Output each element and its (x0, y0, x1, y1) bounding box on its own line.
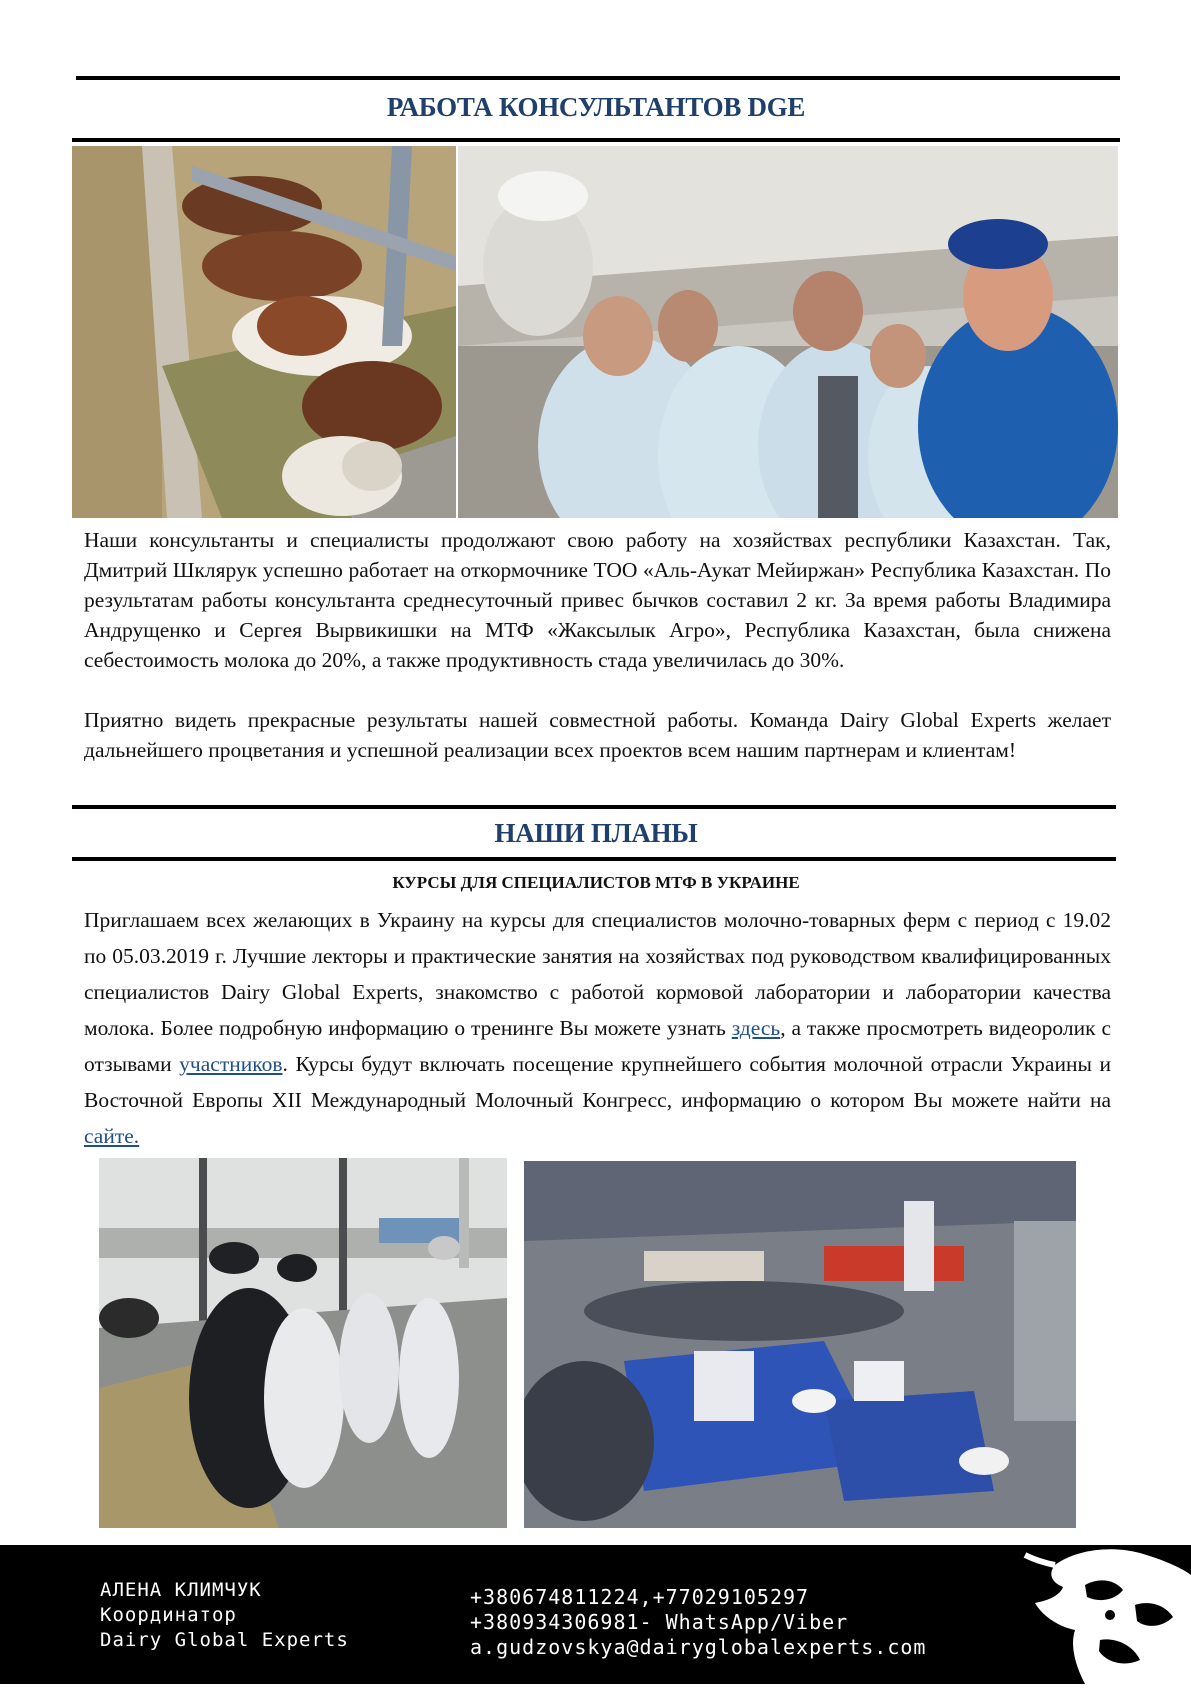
contact-company: Dairy Global Experts (100, 1629, 349, 1651)
consultants-paragraph: Наши консультанты и специалисты продолжают свою работу на хозяйствах республики Казахстан. Так, Дмитрий Шклярук успешно работает на откормочнике ТОО «Аль-Аукат Мейиржан» Республика Казахстан. По результатам работы консультанта среднесуточный привес бычков составил 2 кг. За время работы Владимира Андрущенко и Сергея Вырвикишки на МТФ «Жаксылык Агро», Республика Казахстан, была снижена себестоимость молока до 20%, а также продуктивность стада увеличилась до 30%. (84, 528, 1111, 672)
contact-phones: +380674811224,+77029105297 (470, 1585, 810, 1609)
courses-paragraph (84, 902, 1111, 1154)
section-title-plans: НАШИ ПЛАНЫ (494, 818, 698, 848)
footer-contact-details (470, 1585, 926, 1660)
contact-name: АЛЕНА КЛИМЧУК (100, 1579, 262, 1601)
photo-specialists-barn (99, 1158, 507, 1528)
link-participants[interactable]: участников (179, 1052, 283, 1076)
link-site[interactable]: сайте. (84, 1124, 140, 1148)
photo-cattle-feeding (72, 146, 456, 518)
plans-bottom-rule (72, 857, 1116, 861)
courses-subtitle: КУРСЫ ДЛЯ СПЕЦИАЛИСТОВ МТФ В УКРАИНЕ (392, 873, 800, 892)
footer-contact-person (100, 1578, 349, 1653)
section-title-consultants: РАБОТА КОНСУЛЬТАНТОВ DGE (386, 92, 806, 122)
contact-role: Координатор (100, 1604, 237, 1626)
top-rule (76, 76, 1120, 80)
wishes-paragraph: Приятно видеть прекрасные результаты нашей совместной работы. Команда Dairy Global Experts желает дальнейшего процветания и успешной реализации всех проектов всем нашим партнерам и клиентам! (84, 708, 1111, 762)
courses-text-3: . Курсы будут включать посещение крупнейшего события молочной отрасли Украины и Восточной Европы XII Международный Молочный Конгресс, информацию о котором Вы можете найти на (84, 1052, 1111, 1112)
courses-text-2: , а также просмотреть видеоролик с отзывами (84, 1016, 1111, 1076)
courses-text-1: Приглашаем всех желающих в Украину на курсы для специалистов молочно-товарных ферм с период с 19.02 по 05.03.2019 г. Лучшие лекторы и практические занятия на хозяйствах под руководством квалифицированных специалистов Dairy Global Experts, знакомство с работой кормовой лаборатории и лаборатории качества молока. Более подробную информацию о тренинге Вы можете узнать (84, 908, 1111, 1040)
photo-dairy-congress (524, 1161, 1076, 1528)
contact-phones-messenger: +380934306981- WhatsApp/Viber (470, 1610, 849, 1634)
cow-head-logo-icon (1015, 1545, 1191, 1684)
plans-top-rule (72, 805, 1116, 809)
footer-contact-bar (0, 1545, 1191, 1684)
link-here[interactable]: здесь (731, 1016, 781, 1040)
contact-email[interactable]: a.gudzovskya@dairyglobalexperts.com (470, 1635, 927, 1659)
photo-consultant-group (458, 146, 1118, 518)
title-rule (72, 138, 1120, 142)
